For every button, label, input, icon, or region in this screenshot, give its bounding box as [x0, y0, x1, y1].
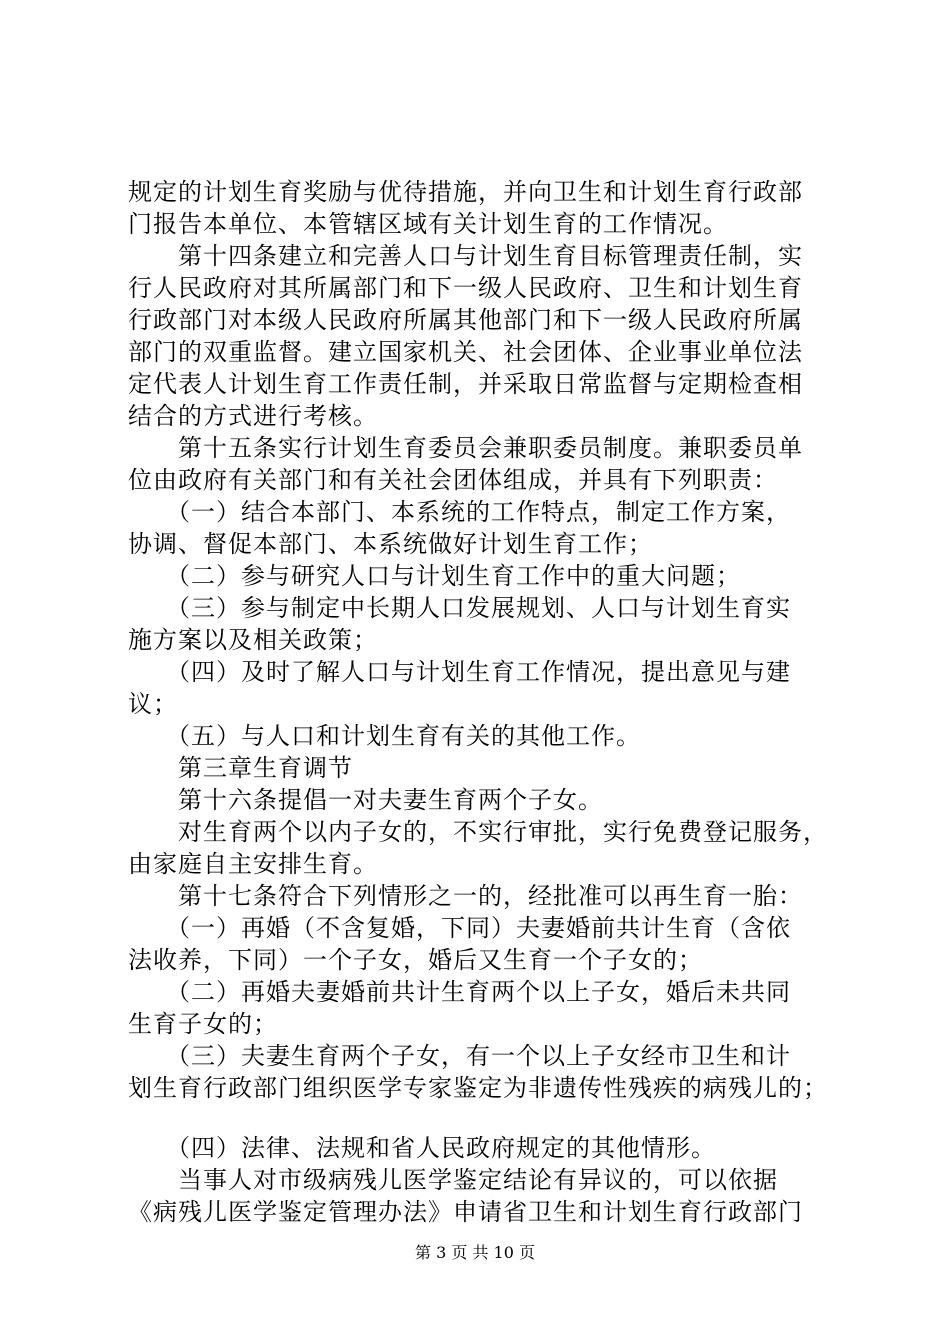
text-line: （一）结合本部门、本系统的工作特点，制定工作方案， [128, 498, 791, 526]
page-footer: 第 3 页 共 10 页 [415, 1243, 535, 1262]
text-line: 由家庭自主安排生育。 [128, 850, 378, 878]
text-line: （四）及时了解人口与计划生育工作情况，提出意见与建 [128, 658, 791, 686]
text-line: 划生育行政部门组织医学专家鉴定为非遗传性残疾的病残儿的； [128, 1074, 828, 1102]
text-line: 法收养，下同）一个子女，婚后又生育一个子女的； [128, 946, 703, 974]
text-line: （四）法律、法规和省人民政府规定的其他情形。 [128, 1134, 716, 1162]
text-line: 议； [128, 690, 178, 718]
text-line: 门报告本单位、本管辖区域有关计划生育的工作情况。 [128, 210, 728, 238]
text-line: （二）再婚夫妻婚前共计生育两个以上子女，婚后未共同 [128, 978, 791, 1006]
text-line: 第十四条建立和完善人口与计划生育目标管理责任制，实 [128, 242, 803, 270]
text-line: 规定的计划生育奖励与优待措施，并向卫生和计划生育行政部 [128, 178, 803, 206]
text-line: （一）再婚（不含复婚，下同）夫妻婚前共计生育（含依 [128, 914, 791, 942]
text-line: 第十六条提倡一对夫妻生育两个子女。 [128, 786, 603, 814]
text-line: 施方案以及相关政策； [128, 626, 378, 654]
text-line: 第十七条符合下列情形之一的，经批准可以再生育一胎： [128, 882, 803, 910]
text-line: 行政部门对本级人民政府所属其他部门和下一级人民政府所属 [128, 306, 803, 334]
text-line: 协调、督促本部门、本系统做好计划生育工作； [128, 530, 653, 558]
text-line: 部门的双重监督。建立国家机关、社会团体、企业事业单位法 [128, 338, 803, 366]
text-line: 第三章生育调节 [128, 754, 353, 782]
text-line: （二）参与研究人口与计划生育工作中的重大问题； [128, 562, 741, 590]
text-line: （三）参与制定中长期人口发展规划、人口与计划生育实 [128, 594, 791, 622]
text-line: （三）夫妻生育两个子女，有一个以上子女经市卫生和计 [128, 1042, 791, 1070]
text-line: 对生育两个以内子女的，不实行审批，实行免费登记服务， [128, 818, 828, 846]
text-line: 生育子女的； [128, 1010, 278, 1038]
text-line: （五）与人口和计划生育有关的其他工作。 [128, 722, 641, 750]
paragraph-gap [128, 1104, 840, 1132]
text-line: 当事人对市级病残儿医学鉴定结论有异议的，可以依据 [128, 1166, 778, 1194]
text-line: 行人民政府对其所属部门和下一级人民政府、卫生和计划生育 [128, 274, 803, 302]
text-line: 位由政府有关部门和有关社会团体组成，并具有下列职责： [128, 466, 778, 494]
text-line: 《病残儿医学鉴定管理办法》申请省卫生和计划生育行政部门 [128, 1198, 803, 1226]
text-line: 结合的方式进行考核。 [128, 402, 378, 430]
text-line: 第十五条实行计划生育委员会兼职委员制度。兼职委员单 [128, 434, 803, 462]
document-body [128, 176, 840, 1228]
text-line: 定代表人计划生育工作责任制，并采取日常监督与定期检查相 [128, 370, 803, 398]
